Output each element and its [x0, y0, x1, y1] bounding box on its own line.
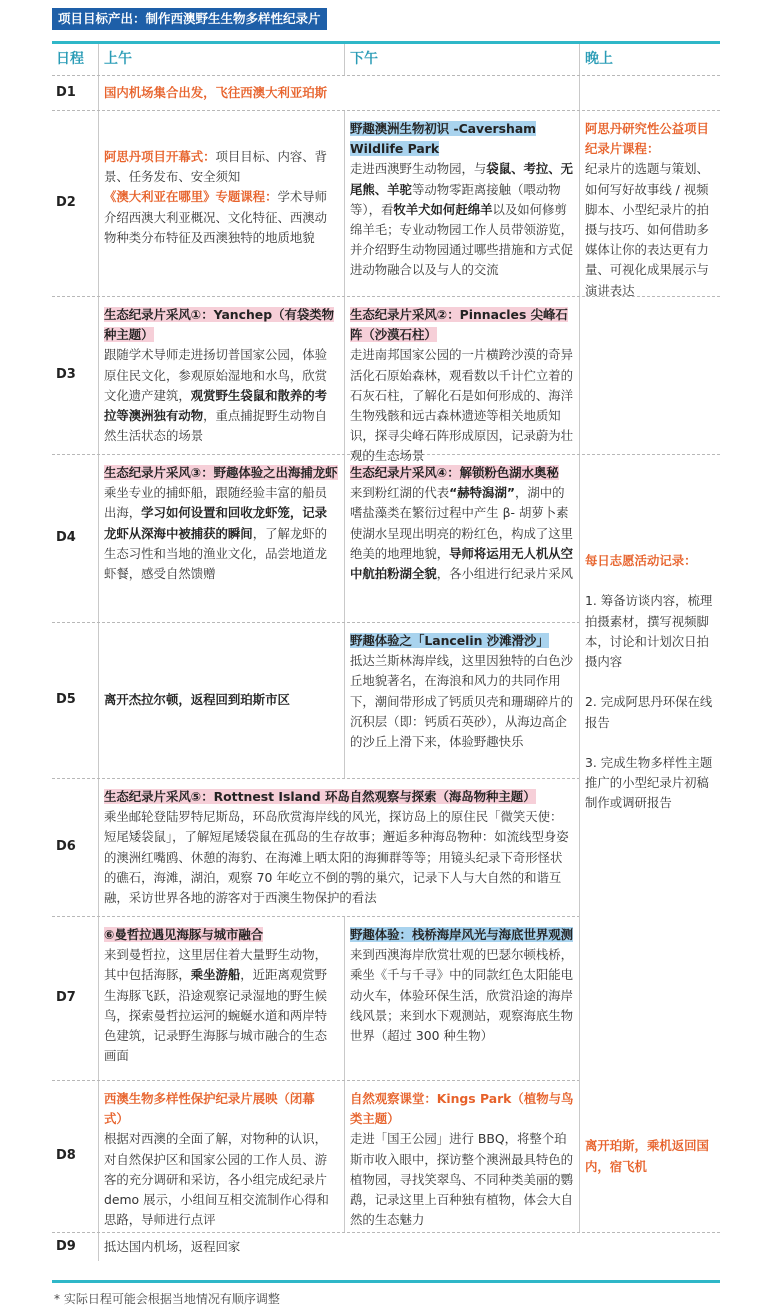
d4-d7-eve — [579, 455, 720, 1081]
d2-pm-text2: 等动物零距离接触（喂动物等），看 — [350, 181, 561, 217]
day-label: D2 — [56, 195, 76, 211]
d7-pm-title: 野趣体验：栈桥海岸风光与海底世界观测 — [350, 927, 574, 942]
day-label: D5 — [56, 692, 76, 708]
d4-am-text1: 乘坐专业的捕虾船，跟随经验丰富的船员出海， — [104, 485, 328, 521]
footnote: * 实际日程可能会根据当地情况有顺序调整 — [54, 1292, 280, 1306]
eve-log-title: 每日志愿活动记录： — [585, 553, 697, 568]
d2-eve-text: 纪录片的选题与策划、如何写好故事线 / 视频脚本、小型纪录片的拍摄与技巧、如何借助多媒体让你的表达更有力量、可视化成果展示与演讲表达 — [585, 161, 709, 298]
d2-pm-bold2: 牧羊犬如何赶绵羊 — [393, 201, 493, 217]
d2-pm-title: 野趣澳洲生物初识 -Caversham Wildlife Park — [350, 121, 537, 157]
day-label: D9 — [56, 1238, 76, 1254]
d2-am-text1: 项目目标、内容、背景、任务发布、安全须知 — [104, 149, 328, 185]
row-d9 — [52, 1233, 720, 1261]
d4-pm-text3: ，各小组进行纪录片采风 — [436, 566, 574, 582]
eve-log-item-2: 2. 完成阿思丹环保在线报告 — [585, 694, 713, 730]
d7-am-bold1: 乘坐游船 — [190, 967, 241, 983]
d3-am-bold1: 观赏野生袋鼠和散养的考拉等澳洲独有动物 — [104, 387, 328, 424]
d5-pm-title: 野趣体验之「Lancelin 沙滩滑沙」 — [350, 633, 549, 648]
d8-am-text: 根据对西澳的全面了解，对物种的认识，对自然保护区和国家公园的工作人员、游客的充分调研和采访，各小组完成纪录片 demo 展示，小组间互相交流制作心得和思路，导师进行点评 — [104, 1131, 329, 1228]
d5-pm — [344, 623, 579, 778]
d7-am-text1: 来到曼哲拉，这里居住着大量野生动物，其中包括海豚， — [104, 947, 328, 983]
eve-log-item-1: 1. 筹备访谈内容，梳理拍摄素材，撰写视频脚本，讨论和计划次日拍摄内容 — [585, 593, 713, 670]
d3-am-title: 生态纪录片采风①：Yanchep（有袋类物种主题） — [104, 307, 335, 343]
header-day: 日程 — [56, 51, 84, 68]
d4-am-text2: ，了解龙虾的生态习性和当地的渔业文化，品尝地道龙虾餐，感受自然馈赠 — [104, 525, 328, 582]
d1-text: 国内机场集合出发，飞往西澳大利亚珀斯 — [104, 84, 328, 100]
d8-am-title: 西澳生物多样性保护纪录片展映（闭幕式） — [104, 1091, 315, 1127]
row-d2 — [52, 111, 720, 297]
d4-pm-text2: ，湖中的嗜盐藻类在繁衍过程中产生 β- 胡萝卜素使湖水呈现出明亮的粉红色，构成了这里绝美的地理地貌， — [350, 485, 574, 561]
d9-plan — [98, 1233, 720, 1261]
d2-pm-text1: 走进西澳野生动物园，与 — [350, 161, 487, 177]
d8-pm-title: 自然观察课堂：Kings Park（植物与鸟类主题） — [350, 1091, 574, 1127]
d2-am-title2: 《澳大利亚在哪里》专题课程： — [104, 189, 278, 205]
d2-eve-title: 阿思丹研究性公益项目纪录片课程： — [585, 121, 709, 157]
d4-am — [98, 455, 344, 622]
d4-pm-text1: 来到粉红湖的代表 — [350, 485, 450, 501]
d3-pm-title: 生态纪录片采风②：Pinnacles 尖峰石阵（沙漠石柱） — [350, 307, 568, 343]
day-label: D7 — [56, 990, 76, 1006]
day-label: D3 — [56, 367, 76, 383]
d8-am — [98, 1081, 344, 1232]
d2-am — [98, 111, 344, 296]
d2-am-text2: 学术导师介绍西澳大利亚概况、文化特征、西澳动物种类分布特征及西澳独特的地质地貌 — [104, 189, 328, 245]
d3-am-text2: ，重点捕捉野生动物自然生活状态的场景 — [104, 408, 328, 444]
day-label: D8 — [56, 1148, 76, 1164]
eve-log-item-3: 3. 完成生物多样性主题推广的小型纪录片初稿制作或调研报告 — [585, 755, 713, 811]
header-am: 上午 — [98, 44, 344, 75]
page-title: 项目目标产出：制作西澳野生生物多样性纪录片 — [52, 8, 327, 30]
d3-pm — [344, 297, 579, 464]
d2-am-title1: 阿思丹项目开幕式： — [104, 149, 216, 164]
d7-am — [98, 917, 344, 1080]
d3-eve — [579, 297, 720, 454]
d2-pm-text3: 以及如何修剪绵羊毛；专业动物园工作人员带领游览，并介绍野生动物园通过哪些措施和方式促进动物融合以及与人的交流 — [350, 201, 574, 278]
d7-am-text2: ，近距离观赏野生海豚飞跃，沿途观察记录湿地的野生候鸟，探索曼哲拉运河的蜿蜒水道和两岸特色建筑，记录野生海豚与城市融合的生态画面 — [104, 967, 328, 1064]
d7-pm-text: 来到西澳海岸欣赏壮观的巴瑟尔顿栈桥，乘坐《千与千寻》中的同款红色太阳能电动火车，体验环保生活，欣赏沿途的海岸线风景；来到水下观测站，观察海底生物世界（超过 300 种生物） — [350, 947, 574, 1044]
d3-am — [98, 297, 344, 454]
day-label: D6 — [56, 839, 76, 855]
d4-pm-bold1: “赫特潟湖” — [449, 485, 515, 501]
row-d3 — [52, 297, 720, 464]
d6-text: 乘坐邮轮登陆罗特尼斯岛，环岛欣赏海岸线的风光，探访岛上的原住民「微笑天使：短尾矮袋鼠」，了解短尾矮袋鼠在孤岛的生存故事；邂逅多种海岛物种：如流线型身姿的澳洲红嘴鸥、休憩的海豹、在海滩上晒太阳的海狮群等等；用镜头纪录下奇形怪状的礁石，海滩，湖泊，观察 70 年屹立不倒的鹗的巢穴，记录下人与大自然的和谐互融，采访世界各地的游客对于西澳生物保护的看法 — [104, 809, 569, 906]
d4-am-title: 生态纪录片采风③：野趣体验之出海捕龙虾 — [104, 465, 338, 480]
header-pm: 下午 — [344, 44, 579, 75]
d9-text: 抵达国内机场，返程回家 — [104, 1238, 241, 1254]
table-header — [52, 44, 720, 76]
d3-am-text1: 跟随学术导师走进扬切普国家公园，体验原住民文化，参观原始湿地和水鸟，欣赏文化遗产建筑， — [104, 347, 328, 403]
d5-am-text: 离开杰拉尔顿，返程回到珀斯市区 — [104, 692, 290, 708]
row-d1 — [52, 76, 720, 111]
day-label: D4 — [56, 530, 76, 546]
day-label: D1 — [56, 84, 76, 100]
d6-title: 生态纪录片采风⑤：Rottnest Island 环岛自然观察与探索（海岛物种主题） — [104, 789, 536, 804]
d8-eve — [579, 1081, 720, 1232]
d2-pm — [344, 111, 579, 296]
d1-eve — [579, 76, 720, 110]
row-d8 — [52, 1081, 720, 1233]
d8-eve-text: 离开珀斯，乘机返回国内，宿飞机 — [585, 1138, 709, 1174]
d4-pm-bold2: 导师将运用无人机从空中航拍粉湖全貌 — [350, 545, 574, 582]
bottom-divider — [52, 1280, 720, 1283]
d2-pm-bold1: 袋鼠、考拉、无尾熊、羊驼 — [350, 161, 574, 197]
d4-pm — [344, 455, 579, 622]
d7-am-title: ⑥曼哲拉遇见海豚与城市融合 — [104, 927, 264, 942]
d7-pm — [344, 917, 579, 1080]
d6-plan — [98, 779, 579, 916]
itinerary-table — [52, 44, 720, 1261]
d5-pm-text: 抵达兰斯林海岸线，这里因独特的白色沙丘地貌著名，在海浪和风力的共同作用下，潮间带形成了钙质贝壳和珊瑚碎片的沉积层（即：钙质石英砂），从海边高企的沙丘上滑下来，体验野趣快乐 — [350, 653, 574, 750]
d3-pm-text: 走进南邦国家公园的一片横跨沙漠的奇异活化石原始森林，观看数以千计伫立着的石灰石柱，了解化石是如何形成的、海洋生物残骸和远古森林遗迹等相关地质知识，探寻尖峰石阵形成原因，记录蔚为壮观的生态场景 — [350, 347, 574, 464]
header-eve: 晚上 — [579, 44, 720, 75]
d2-eve — [579, 111, 720, 296]
d8-pm — [344, 1081, 579, 1232]
d4-pm-title: 生态纪录片采风④：解锁粉色湖水奥秘 — [350, 465, 559, 480]
d4-am-bold1: 学习如何设置和回收龙虾笼，记录龙虾从深海中被捕获的瞬间 — [104, 505, 328, 541]
d1-plan — [98, 76, 579, 110]
rows-d4-d9 — [52, 455, 720, 1261]
d5-am — [98, 623, 344, 778]
d8-pm-text: 走进「国王公园」进行 BBQ，将整个珀斯市收入眼中，探访整个澳洲最具特色的植物园，寻找笑翠鸟、不同种类美丽的鹦鹉，记录这里上百种独有植物，体会大自然的生态魅力 — [350, 1131, 574, 1228]
